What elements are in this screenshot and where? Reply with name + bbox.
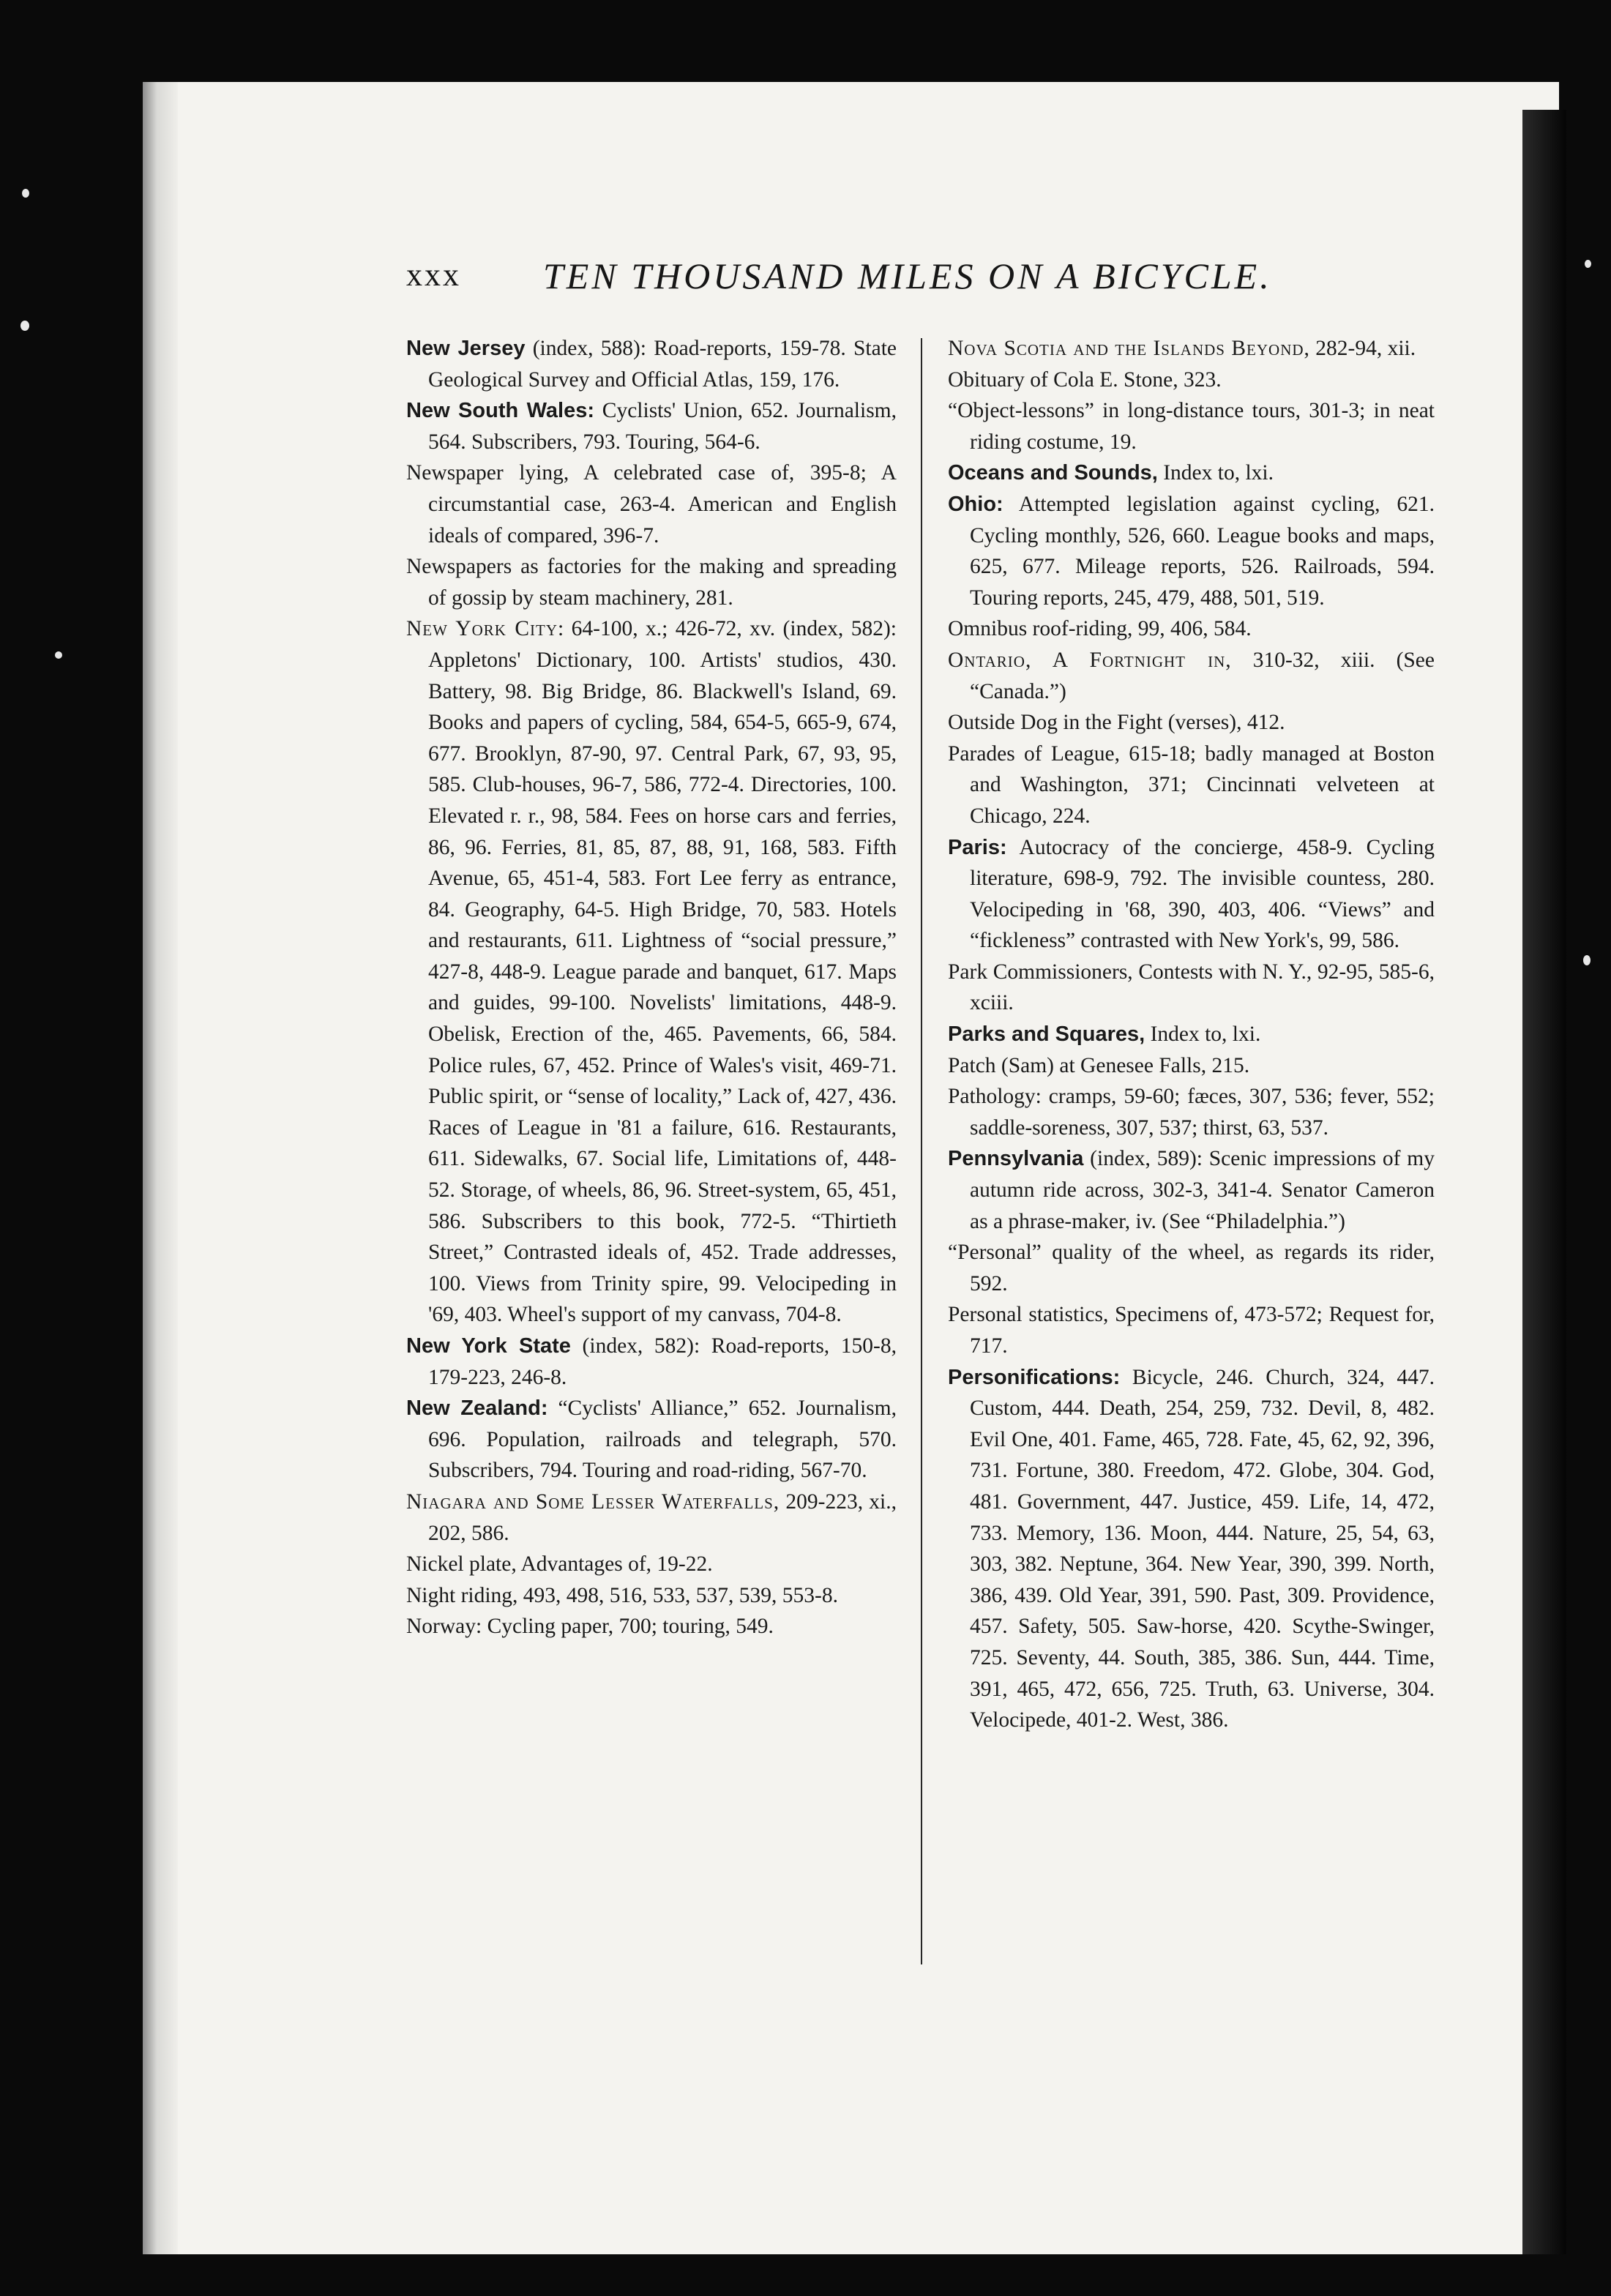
index-entry	[948, 707, 1435, 738]
index-column-left	[406, 333, 897, 1642]
index-entry-heading: Paris:	[948, 835, 1007, 859]
index-entry	[406, 395, 897, 457]
scan-speck	[22, 189, 29, 198]
index-entry	[948, 489, 1435, 613]
index-entry	[406, 1487, 897, 1549]
index-entry-text: Parades of League, 615-18; badly managed at Boston and Washington, 371; Cincinnati velveteen at Chicago, 224.	[948, 741, 1435, 828]
page-number: xxx	[406, 257, 461, 293]
index-entry-text: Obituary of Cola E. Stone, 323.	[948, 367, 1222, 392]
index-entry-text: (index, 582): Road-reports, 150-8, 179-223, 246-8.	[428, 1334, 897, 1389]
column-rule	[921, 338, 922, 1964]
index-entry-text: Index to, lxi.	[1157, 461, 1274, 485]
index-entry-text: 310-32, xiii. (See “Canada.”)	[970, 648, 1435, 703]
index-entry-text: Omnibus roof-riding, 99, 406, 584.	[948, 617, 1252, 641]
index-entry	[948, 333, 1435, 364]
index-entry-text: Norway: Cycling paper, 700; touring, 549.	[406, 1615, 774, 1639]
index-entry	[406, 1393, 897, 1487]
index-entry-heading: Ontario, A Fortnight in,	[948, 648, 1232, 672]
index-entry-heading: Personifications:	[948, 1365, 1121, 1389]
index-entry	[948, 645, 1435, 707]
index-entry-heading: Niagara and Some Lesser Waterfalls,	[406, 1489, 780, 1514]
index-entry	[948, 395, 1435, 457]
index-entry	[406, 333, 897, 395]
index-entry-text: 282-94, xii.	[1309, 337, 1416, 360]
index-entry-heading: New Jersey	[406, 337, 526, 360]
index-entry	[948, 457, 1435, 489]
index-entry-heading: New South Wales:	[406, 399, 595, 423]
index-entry-text: Pathology: cramps, 59-60; fæces, 307, 536; fever, 552; saddle-soreness, 307, 537; thirst, 63, 537.	[948, 1085, 1435, 1140]
index-entry-text: “Cyclists' Alliance,” 652. Journalism, 696. Population, railroads and telegraph, 570. Subscribers, 794. Touring and road-riding, 567-70.	[428, 1396, 897, 1483]
index-entry-text: Nickel plate, Advantages of, 19-22.	[406, 1552, 713, 1577]
scan-speck	[55, 651, 62, 659]
running-title: TEN THOUSAND MILES ON A BICYCLE.	[543, 255, 1272, 296]
index-entry-text: Personal statistics, Specimens of, 473-572; Request for, 717.	[948, 1303, 1435, 1358]
index-entry	[406, 1331, 897, 1393]
index-entry-text: “Personal” quality of the wheel, as regards its rider, 592.	[948, 1241, 1435, 1295]
index-entry	[406, 1549, 897, 1580]
index-entry	[406, 1611, 897, 1642]
index-entry-text: Autocracy of the concierge, 458-9. Cycling literature, 698-9, 792. The invisible countess, 280. Velocipeding in '68, 390, 403, 406. “Views” and “fickleness” contrasted with New York's, 99, 586.	[970, 835, 1435, 953]
index-entry-text: Outside Dog in the Fight (verses), 412.	[948, 711, 1285, 735]
index-entry-text: Night riding, 493, 498, 516, 533, 537, 539, 553-8.	[406, 1583, 838, 1607]
index-entry-heading: Ohio:	[948, 492, 1003, 516]
index-entry-text: 209-223, xi., 202, 586.	[428, 1489, 897, 1545]
index-entry-text: Index to, lxi.	[1145, 1022, 1261, 1047]
index-entry	[406, 1580, 897, 1612]
index-entry-heading: Parks and Squares,	[948, 1022, 1145, 1047]
index-entry-heading: Pennsylvania	[948, 1147, 1084, 1171]
index-entry	[948, 738, 1435, 832]
index-entry-text: Newspapers as factories for the making and spreading of gossip by steam machinery, 281.	[406, 555, 897, 610]
index-entry-text: Patch (Sam) at Genesee Falls, 215.	[948, 1053, 1250, 1077]
index-entry	[948, 613, 1435, 645]
scan-speck	[1585, 260, 1591, 268]
index-entry	[948, 1081, 1435, 1143]
page-edge-shadow	[1522, 110, 1566, 2254]
index-entry	[948, 1362, 1435, 1736]
index-entry	[948, 364, 1435, 396]
index-entry	[406, 457, 897, 551]
index-entry-text: Attempted legislation against cycling, 621. Cycling monthly, 526, 660. League books and maps, 625, 677. Mileage reports, 526. Railroads, 594. Touring reports, 245, 479, 488, 501, 519.	[970, 492, 1435, 610]
scan-speck	[1583, 955, 1591, 965]
page-gutter-shadow	[143, 82, 178, 2254]
index-entry-text: (index, 589): Scenic impressions of my autumn ride across, 302-3, 341-4. Senator Cameron as a phrase-maker, iv. (See “Philadelphia.”)	[970, 1147, 1435, 1233]
index-entry	[948, 1237, 1435, 1299]
index-entry-heading: New York State	[406, 1334, 571, 1358]
index-entry-text: Newspaper lying, A celebrated case of, 395-8; A circumstantial case, 263-4. American and English ideals of compared, 396-7.	[406, 461, 897, 547]
index-entry	[948, 1143, 1435, 1237]
index-entry	[948, 1019, 1435, 1050]
scan-speck	[20, 321, 29, 331]
index-entry	[948, 1299, 1435, 1361]
index-entry	[406, 613, 897, 1331]
index-entry-text: : 64-100, x.; 426-72, xv. (index, 582): Appletons' Dictionary, 100. Artists' studios, 430. Battery, 98. Big Bridge, 86. Blackwell's Island, 69. Books and papers of cycling, 584, 654-5, 665-9, 674, 677. Brooklyn, 87-90, 97. Central Park, 67, 93, 95, 585. Club-houses, 96-7, 586, 772-4. Directories, 100. Elevated r. r., 98, 584. Fees on horse cars and ferries, 86, 96. Ferries, 81, 85, 87, 88, 91, 168, 583. Fifth Avenue, 65, 451-4, 583. Fort Lee ferry as entrance, 84. Geography, 64-5. High Bridge, 70, 583. Hotels and restaurants, 611. Lightness of “social pressure,” 427-8, 448-9. League parade and banquet, 617. Maps and guides, 99-100. Novelists' limitations, 448-9. Obelisk, Erection of the, 465. Pavements, 66, 584. Police rules, 67, 452. Prince of Wales's visit, 469-71. Public spirit, or “sense of locality,” Lack of, 427, 436. Races of League in '81 a failure, 616. Restaurants, 611. Sidewalks, 67. Social life, Limitations of, 448-52. Storage, of wheels, 86, 96. Street-system, 65, 451, 586. Subscribers to this book, 772-5. “Thirtieth Street,” Contrasted ideals of, 452. Trade addresses, 100. Views from Trinity spire, 99. Velocipeding in '69, 403. Wheel's support of my canvass, 704-8.	[428, 617, 897, 1327]
index-column-right	[948, 333, 1435, 1736]
index-entry	[948, 832, 1435, 957]
index-entry-heading: Oceans and Sounds,	[948, 461, 1158, 485]
index-entry-text: Bicycle, 246. Church, 324, 447. Custom, 444. Death, 254, 259, 732. Devil, 8, 482. Evil One, 401. Fame, 465, 728. Fate, 45, 62, 92, 396, 731. Fortune, 380. Freedom, 472. Globe, 304. God, 481. Government, 447. Justice, 459. Life, 14, 472, 733. Memory, 136. Moon, 444. Nature, 25, 54, 63, 303, 382. Neptune, 364. New Year, 390, 399. North, 386, 439. Old Year, 391, 590. Past, 309. Providence, 457. Safety, 505. Saw-horse, 420. Scythe-Swinger, 725. Seventy, 44. South, 385, 386. Sun, 444. Time, 391, 465, 472, 656, 725. Truth, 63. Universe, 304. Velocipede, 401-2. West, 386.	[970, 1365, 1435, 1732]
index-entry-heading: New York City	[406, 617, 558, 641]
index-entry	[948, 1050, 1435, 1082]
index-entry-text: “Object-lessons” in long-distance tours, 301-3; in neat riding costume, 19.	[948, 399, 1435, 454]
index-entry-text: Cyclists' Union, 652. Journalism, 564. Subscribers, 793. Touring, 564-6.	[428, 399, 897, 454]
index-entry	[948, 957, 1435, 1019]
index-entry	[406, 551, 897, 613]
index-entry-text: (index, 588): Road-reports, 159-78. State Geological Survey and Official Atlas, 159, 176.	[428, 337, 897, 392]
index-entry-text: Park Commissioners, Contests with N. Y., 92-95, 585-6, xciii.	[948, 960, 1435, 1015]
index-entry-heading: New Zealand:	[406, 1396, 548, 1421]
index-entry-heading: Nova Scotia and the Islands Beyond,	[948, 337, 1310, 360]
